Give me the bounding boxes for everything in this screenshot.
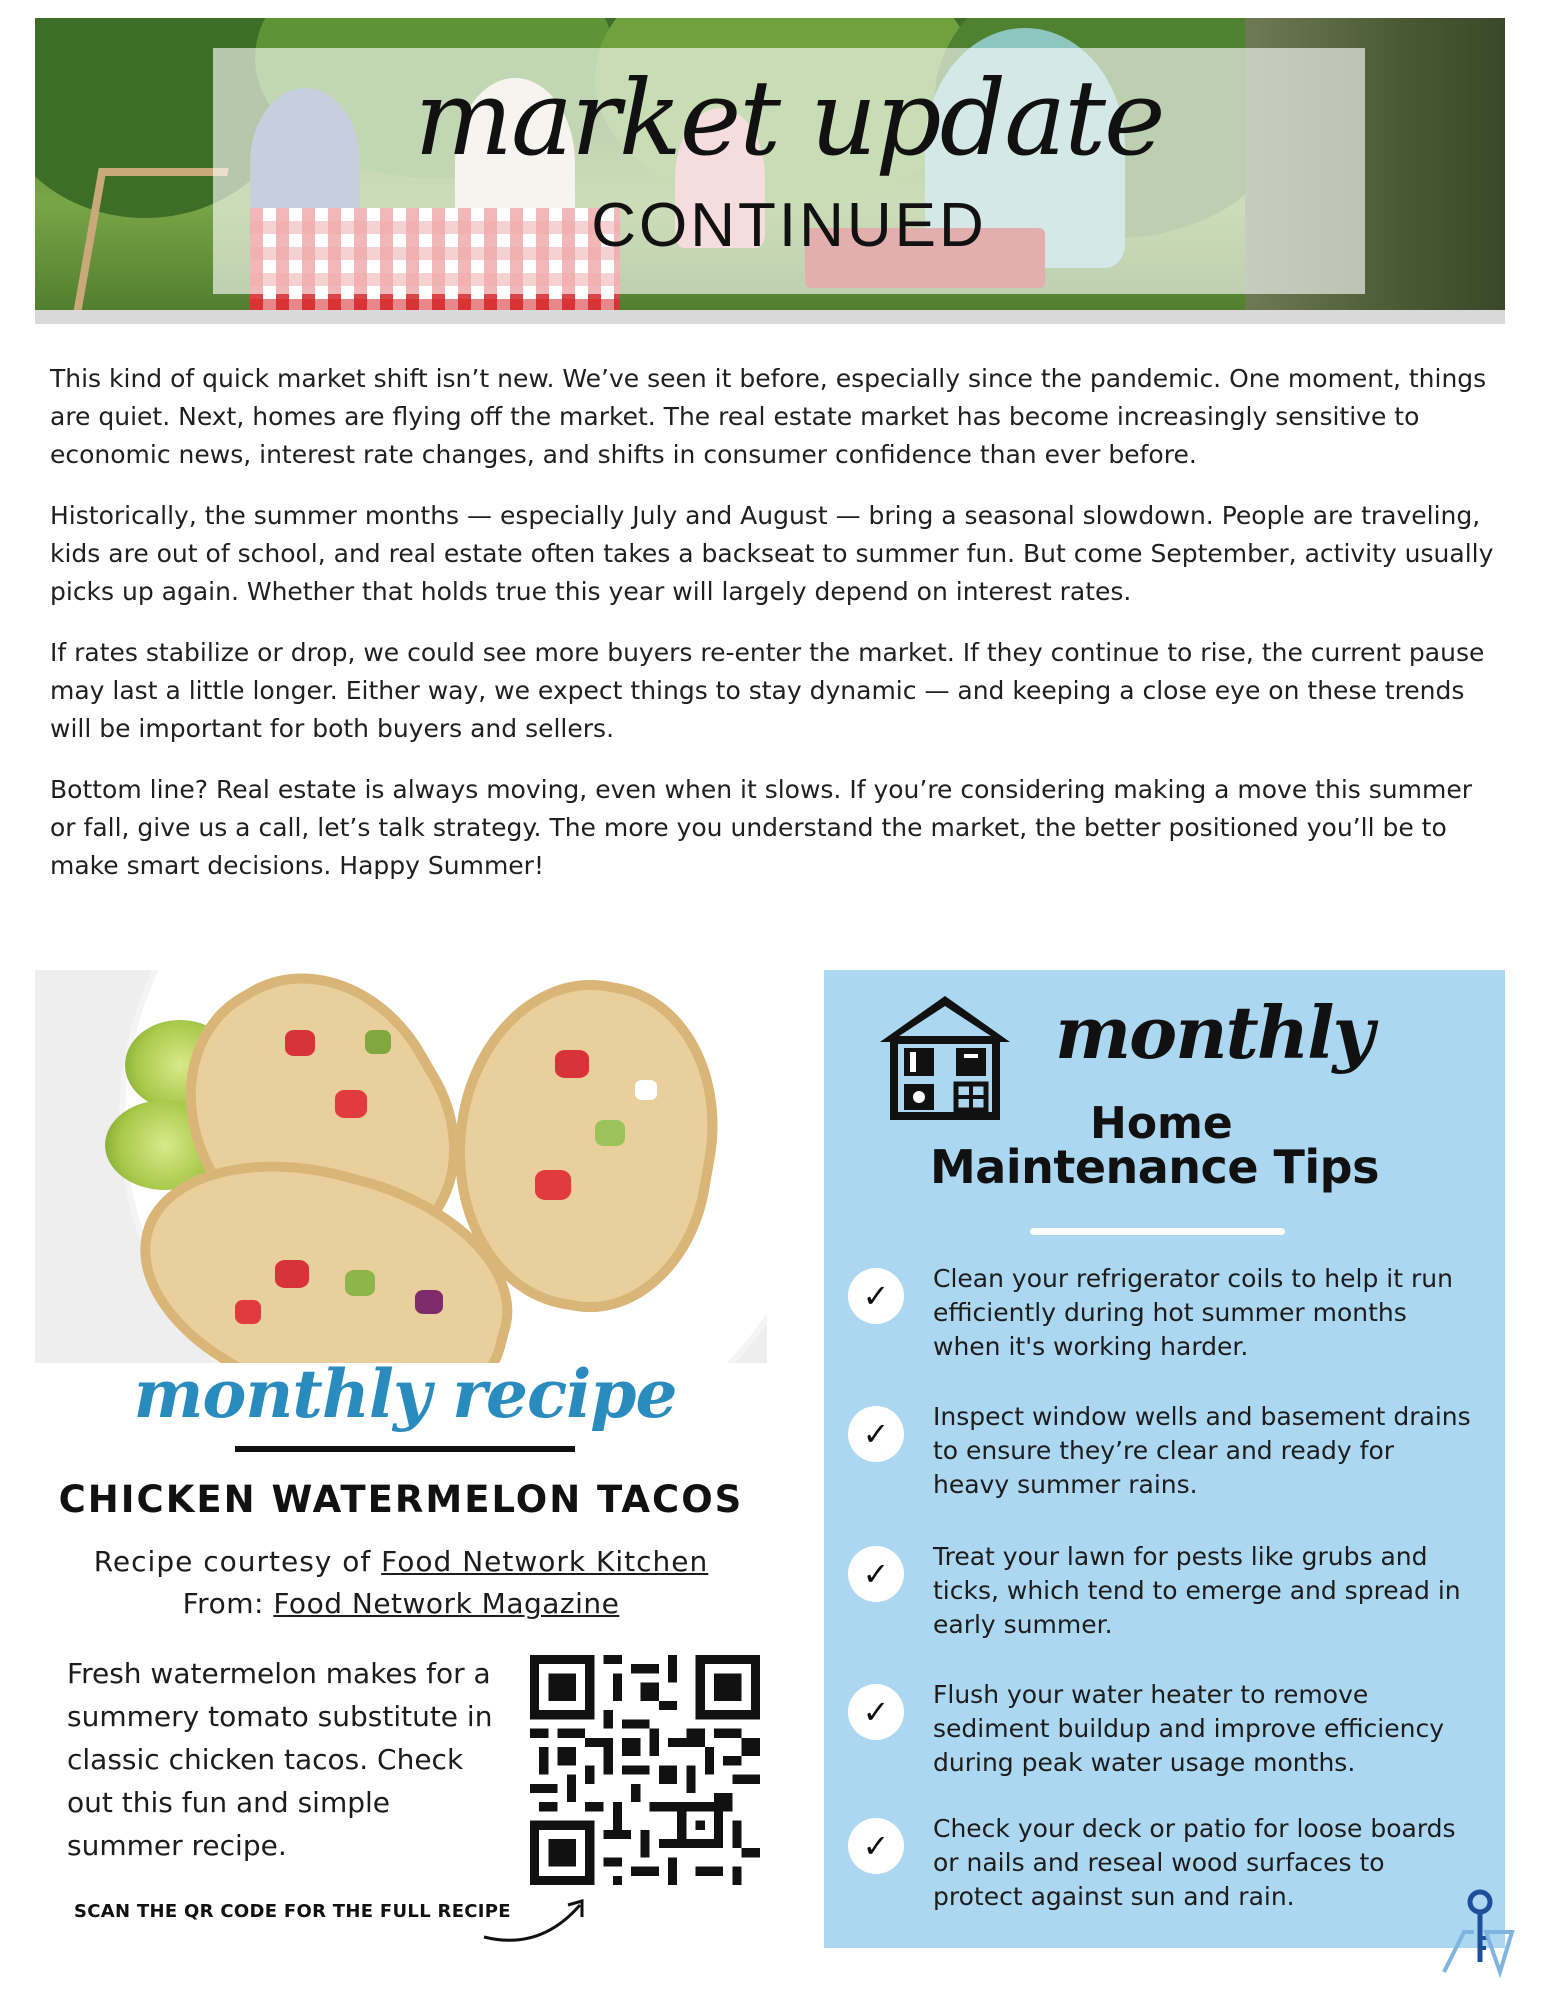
house-tools-icon: [870, 990, 1020, 1120]
article-paragraph: Historically, the summer months — especially July and August — bring a seasonal slowdown. People are traveling, kids are out of school, and real estate often takes a backseat to summer fun. But come September, activity usually picks up again. Whether that holds true this year will largely depend on interest rates.: [50, 501, 1494, 606]
key-logo-icon: [1438, 1888, 1518, 1978]
recipe-courtesy: [35, 1545, 767, 1578]
check-icon: ✓: [848, 1268, 904, 1324]
tip-text: Inspect window wells and basement drains to ensure they’re clear and ready for heavy summer rains.: [933, 1402, 1471, 1499]
recipe-divider: [235, 1446, 575, 1452]
article-paragraph: Bottom line? Real estate is always moving, even when it slows. If you’re considering making a move this summer or fall, give us a call, let’s talk strategy. The more you understand the market, the better positioned you’ll be to make smart decisions. Happy Summer!: [50, 775, 1472, 880]
header-script-title: market update: [414, 57, 1164, 179]
check-icon: ✓: [848, 1546, 904, 1602]
food-network-kitchen-link[interactable]: Food Network Kitchen: [381, 1545, 709, 1578]
tip-text: Clean your refrigerator coils to help it run efficiently during hot summer months when it's working harder.: [933, 1264, 1453, 1361]
article-paragraph: This kind of quick market shift isn’t new. We’ve seen it before, especially since the pandemic. One moment, things are quiet. Next, homes are flying off the market. The real estate market has become increasingly sensitive to economic news, interest rate changes, and shifts in consumer confidence than ever before.: [50, 364, 1487, 469]
tips-divider: [1030, 1228, 1285, 1235]
tacos-photo: [35, 970, 767, 1363]
from-prefix: From:: [182, 1587, 274, 1620]
recipe-description: Fresh watermelon makes for a summery tomato substitute in classic chicken tacos. Check out this fun and simple summer recipe.: [67, 1657, 493, 1862]
tips-title-line2: Maintenance Tips: [930, 1140, 1379, 1194]
check-icon: ✓: [848, 1406, 904, 1462]
article-body: [50, 360, 1505, 908]
tip-text: Check your deck or patio for loose boards or nails and reseal wood surfaces to protect against sun and rain.: [933, 1814, 1456, 1911]
header-caps-title: CONTINUED: [591, 191, 987, 260]
food-network-magazine-link[interactable]: Food Network Magazine: [273, 1587, 620, 1620]
tip-text: Flush your water heater to remove sediment buildup and improve efficiency during peak water usage months.: [933, 1680, 1444, 1777]
recipe-name: CHICKEN WATERMELON TACOS: [58, 1478, 744, 1521]
check-icon: ✓: [848, 1818, 904, 1874]
tips-title-line1: Home: [1090, 1098, 1233, 1149]
courtesy-prefix: Recipe courtesy of: [93, 1545, 382, 1578]
recipe-script-title: monthly recipe: [133, 1355, 677, 1433]
curved-arrow-icon: [480, 1885, 600, 1945]
scan-qr-instruction: SCAN THE QR CODE FOR THE FULL RECIPE: [74, 1901, 511, 1922]
article-paragraph: If rates stabilize or drop, we could see more buyers re-enter the market. If they continue to rise, the current pause may last a little longer. Either way, we expect things to stay dynamic — and keeping a close eye on these trends will be important for both buyers and sellers.: [50, 638, 1485, 743]
tips-script-title: monthly: [1055, 990, 1373, 1075]
qr-code[interactable]: [530, 1655, 760, 1885]
hero-banner: [35, 18, 1505, 324]
recipe-source: [35, 1587, 767, 1620]
check-icon: ✓: [848, 1684, 904, 1740]
tip-text: Treat your lawn for pests like grubs and ticks, which tend to emerge and spread in early summer.: [933, 1542, 1461, 1639]
